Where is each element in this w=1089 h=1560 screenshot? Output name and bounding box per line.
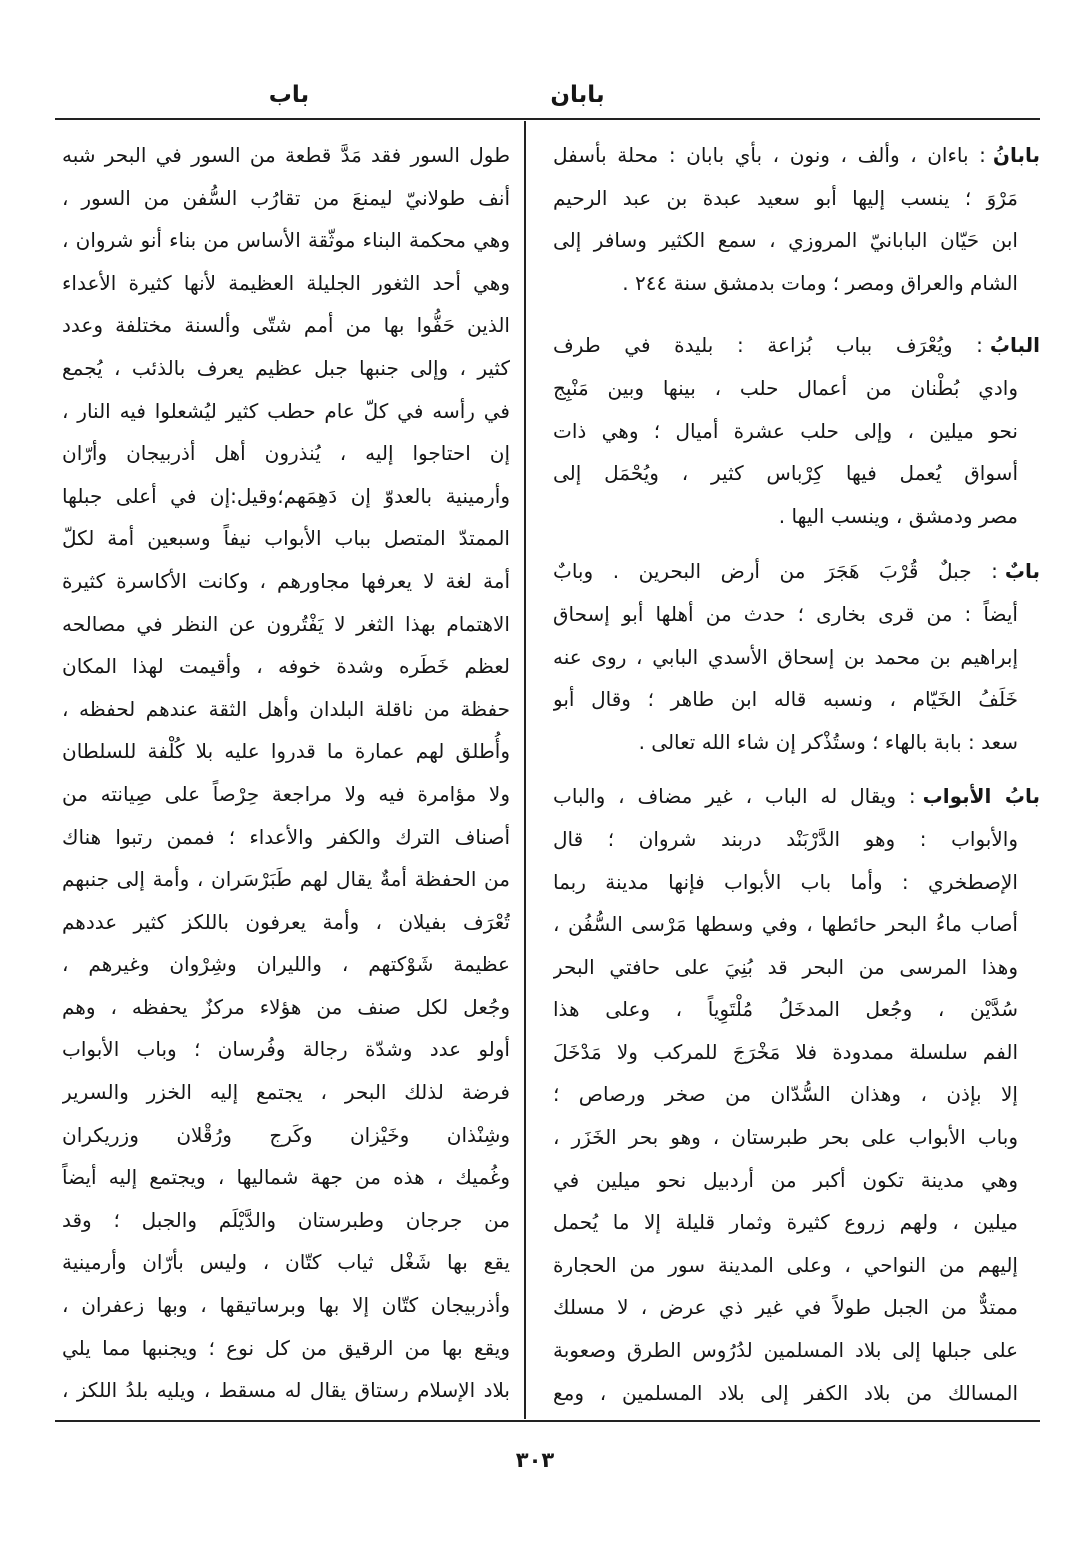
text-line: وجُعل لكل صنف من هؤلاء مركزٌ يحفظه ، وهم: [62, 994, 510, 1019]
left-column: [62, 134, 510, 1412]
text-line: حفظة من ناقلة البلدان وأهل الثقة عندهم لحفظه ،: [62, 696, 510, 721]
text-line: مصر ودمشق ، وينسب اليها .: [778, 503, 1018, 528]
text-line: سعد : بابة بالهاء ؛ وستُذْكر إن شاء الله تعالى .: [638, 729, 1018, 754]
text-line: خَلَفُ الخَيّام ، ونسبه قاله ابن طاهر ؛ وقال أبو: [553, 687, 1018, 712]
text-line: أمة لغة لا يعرفها مجاورهم ، وكانت الأكاسرة كثيرة: [62, 568, 510, 593]
entry-bab: [553, 550, 1040, 763]
text-line: وأذربيجان كتّان إلا بها وبرساتيقها ، وبها زعفران ،: [62, 1293, 510, 1318]
text-line: سُدَّيْن ، وجُعل المدخَلُ مُلْتَوِياً ، وعلى هذا: [553, 997, 1018, 1022]
text-line: ابن حَيّان البابانيّ المروزي ، سمع الكثير وسافر إلى: [553, 228, 1018, 253]
text-line: وشِنْذان وخَيْزان وكَرج ورُقْلان وزريكران: [62, 1122, 510, 1147]
text-line: وباب الأبواب على بحر طبرستان ، وهو بحر الخَزَر ،: [553, 1125, 1018, 1150]
text-line: أصاب ماءُ البحر حائطها ، وفي وسطها مَرْسى السُّفُن ،: [553, 912, 1018, 937]
text-line: وأُطلق لهم عمارة ما قدروا عليه بلا كُلْفة للسلطان: [62, 739, 510, 764]
text-line: على جبلها إلى بلاد المسلمين لدُرُوس الطرق وصعوبة: [553, 1338, 1018, 1363]
entry-first-line: [553, 324, 1040, 367]
text-line: بلاد الإسلام رستاق يقال له مسقط ، ويليه بلدُ اللكز ،: [62, 1378, 510, 1403]
entry-first-line: [553, 134, 1040, 177]
text-line: من الحفظة أمةٌ يقال لهم طَبَرْسَران ، وأمة إلى جنبهم: [62, 867, 510, 892]
entry-text: : ويُعْرَف بباب بُزاعة : بليدة في طرف: [553, 333, 983, 358]
running-head-right: بابان: [550, 82, 605, 108]
text-line: وأرمينية بالعدوّ إن دَهِمَهم؛وقيل:إن في أعلى جبلها: [62, 483, 510, 508]
text-line: وهي أحد الثغور الجليلة العظيمة لأنها كثيرة الأعداء: [62, 270, 510, 295]
text-line: أسواق يُعمل فيها كِرْباس كثير ، ويُحْمَل إلى: [553, 461, 1018, 486]
text-line: ولا مؤامرة فيه ولا مراجعة حِرْصاً على صِيانته من: [62, 781, 510, 806]
text-line: أصناف الترك والكفر والأعداء ؛ فممن رتبوا هناك: [62, 824, 510, 849]
entry-text: : باءان ، وألف ، ونون ، بأي بابان : محلة بأسفل: [553, 143, 986, 167]
text-line: ممتدٌّ من الجبل طولاً في غير ذي عرض ، لا مسلك: [553, 1295, 1018, 1320]
text-line: أنف طولانيّ ليمنعَ من تقارُب السُّفن من السور ،: [62, 185, 510, 210]
text-line: وهي محكمة البناء موثّقة الأساس من بناء أنو شروان ،: [62, 228, 510, 253]
text-line: أولو عدد وشدّة رجالة وفُرسان ؛ وباب الأبواب: [62, 1037, 510, 1062]
entry-text: : جبلٌ قُرْبَ هَجَرَ من أرض البحرين . وبابٌ: [553, 559, 998, 584]
text-line: الشام والعراق ومصر ؛ ومات بدمشق سنة ٢٤٤ .: [622, 270, 1018, 295]
text-line: الممتدّ المتصل بباب الأبواب نيفاً وسبعين أمة لكلّ: [62, 526, 510, 551]
text-line: كثير ، وإلى جنبها جبل عظيم يعرف بالذئب ، يُجمع: [62, 355, 510, 380]
entry-al-bab: [553, 324, 1040, 537]
text-line: من جرجان وطبرستان والدَّيْلَم والجبل ؛ وقد: [62, 1207, 510, 1232]
headword: بابُ الأبواب: [922, 784, 1040, 809]
headword: بابانُ: [992, 143, 1040, 167]
text-line: إبراهيم بن محمد بن إسحاق الأسدي البابي ، روى عنه: [553, 644, 1018, 669]
text-line: فرضة لذلك البحر ، يجتمع إليه الخزر والسرير: [62, 1080, 510, 1105]
text-line: الذين حَفُّوا بها من أمم شتّى وألسنة مختلفة وعدد: [62, 313, 510, 338]
page-number: ٣٠٣: [515, 1448, 555, 1472]
header-rule: [55, 118, 1040, 120]
text-line: وهذا المرسى من البحر قد بُنِيَ على حافتي البحر: [553, 954, 1018, 979]
entry-text: : ويقال له الباب ، غير مضاف ، والباب: [553, 784, 916, 809]
footer-rule: [55, 1420, 1040, 1422]
text-line: يقع بها شَغْل ثياب كتّان ، وليس بأرّان وأرمينية: [62, 1250, 510, 1275]
running-head-left: باب: [268, 82, 310, 108]
text-line: مَرْوَ ؛ ينسب إليها أبو سعيد عبدة بن عبد الرحيم: [553, 185, 1018, 210]
text-line: وهي مدينة تكون أكبر من أردبيل نحو ميلين في: [553, 1167, 1018, 1192]
text-line: إن احتاجوا إليه ، يُنذرون أهل أذربيجان وأرّان: [62, 441, 510, 466]
entry-baban: [553, 134, 1040, 304]
text-line: الفم سلسلة ممدودة فلا مَخْرَجَ للمركب ولا مَدْخَلَ: [553, 1039, 1018, 1064]
text-line: أيضاً : من قرى بخارى ؛ حدث من أهلها أبو إسحاق: [553, 601, 1018, 626]
text-line: الاهتمام بهذا الثغر لا يَفْتُرون عن النظر في مصالحه: [62, 611, 510, 636]
entry-first-line: [553, 550, 1040, 593]
text-line: لعظم خَطَره وشدة خوفه ، وأقيمت لهذا المكان: [62, 654, 510, 679]
text-line: نحو ميلين ، وإلى حلب عشرة أميال ؛ وهي ذات: [553, 418, 1018, 443]
column-divider: [524, 121, 526, 1419]
text-line: في رأسه في كلّ عام حطب كثير ليُشعلوا فيه النار ،: [62, 398, 510, 423]
text-line: وادي بُطْنان من أعمال حلب ، بينها وبين مَنْبِج: [553, 375, 1018, 400]
text-line: الإصطخري : وأما باب الأبواب فإنها مدينة ربما: [553, 869, 1018, 894]
text-line: عظيمة شَوْكتهم ، والليران وشِرْوان وغيرهم ،: [62, 952, 510, 977]
headword: البابُ: [989, 333, 1040, 358]
headword: بابٌ: [1004, 559, 1040, 584]
text-line: المسالك من بلاد الكفر إلى بلاد المسلمين ، ومع: [553, 1380, 1018, 1405]
right-column: [553, 134, 1040, 1414]
text-line: ويقع بها من الرقيق من كل نوع ؛ ويجنبها مما يلي: [62, 1335, 510, 1360]
text-line: وغُميك ، هذه من جهة شماليها ، ويجتمع إليه أيضاً: [62, 1165, 510, 1190]
text-line: ميلين ، ولهم زروع كثيرة وثمار قليلة إلا ما يُحمل: [553, 1210, 1018, 1235]
entry-bab-al-abwab: [553, 775, 1040, 1414]
text-line: إلا بإذن ، وهذان السُّدّان من صخر ورصاص ؛: [553, 1082, 1018, 1107]
entry-first-line: [553, 775, 1040, 818]
text-line: تُعْرَف بفيلان ، وأمة يعرفون باللكز كثير عددهم: [62, 909, 510, 934]
text-line: طول السور فقد مَدَّ قطعة من السور في البحر شبه: [62, 143, 510, 167]
text-line: والأبواب : وهو الدَّرْبَنْد دربند شروان ؛ قال: [553, 826, 1018, 851]
text-line: إليهم من النواحي ، وعلى المدينة سور من الحجارة: [553, 1252, 1018, 1277]
